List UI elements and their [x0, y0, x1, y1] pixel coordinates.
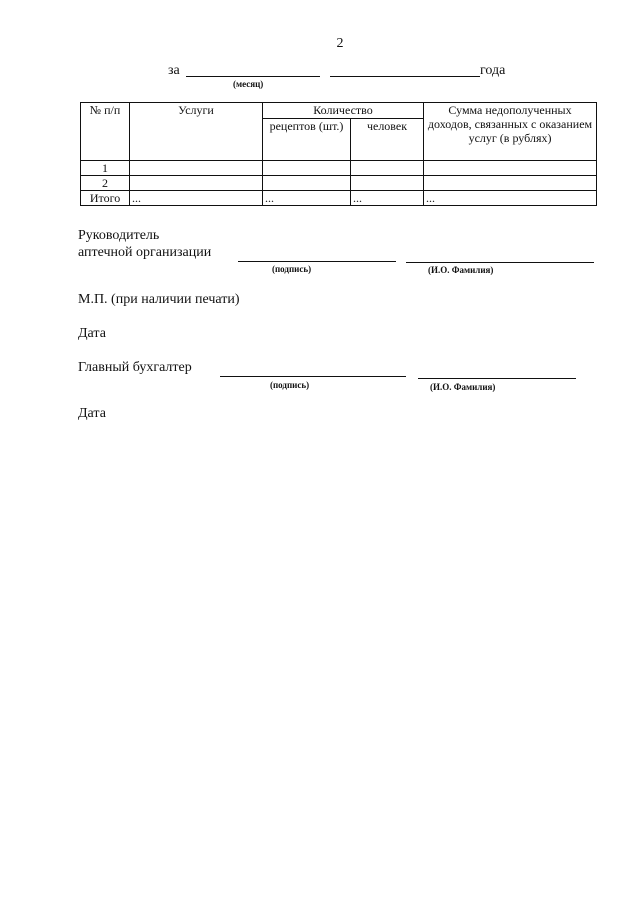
header-num: № п/п [81, 103, 130, 161]
head-signature-caption: (подпись) [272, 264, 312, 274]
header-sum: Сумма недополученных доходов, связанных с оказанием услуг (в рублях) [424, 103, 597, 161]
row-prescriptions [263, 161, 351, 176]
chief-accountant-label: Главный бухгалтер [78, 360, 192, 375]
header-quantity: Количество [263, 103, 424, 119]
row-num: 1 [81, 161, 130, 176]
month-caption: (месяц) [233, 79, 264, 89]
table-row [81, 176, 597, 191]
head-name-caption: (И.О. Фамилия) [428, 265, 494, 275]
total-services: ... [130, 191, 263, 206]
row-num: 2 [81, 176, 130, 191]
period-line [0, 60, 640, 100]
row-people [351, 176, 424, 191]
period-prefix: за [168, 63, 180, 78]
total-label: Итого [81, 191, 130, 206]
accountant-signature-line [220, 376, 406, 377]
total-sum: ... [424, 191, 597, 206]
period-suffix: года [480, 63, 506, 78]
total-people: ... [351, 191, 424, 206]
stamp-label: М.П. (при наличии печати) [78, 292, 240, 307]
total-prescriptions: ... [263, 191, 351, 206]
accountant-name-line [418, 378, 576, 379]
row-people [351, 161, 424, 176]
year-blank-line [330, 76, 480, 77]
date-label-1: Дата [78, 326, 106, 341]
header-services: Услуги [130, 103, 263, 161]
services-table [80, 102, 597, 206]
date-label-2: Дата [78, 406, 106, 421]
header-prescriptions: рецептов (шт.) [263, 119, 351, 161]
table-row [81, 161, 597, 176]
row-services [130, 176, 263, 191]
accountant-signature-caption: (подпись) [270, 380, 310, 390]
row-services [130, 161, 263, 176]
row-sum [424, 161, 597, 176]
head-label-line2: аптечной организации [78, 245, 212, 260]
row-prescriptions [263, 176, 351, 191]
head-label-line1: Руководитель [78, 228, 160, 243]
month-blank-line [186, 76, 320, 77]
accountant-name-caption: (И.О. Фамилия) [430, 382, 496, 392]
head-signature-line [238, 261, 396, 262]
head-name-line [406, 262, 594, 263]
table-total-row [81, 191, 597, 206]
page-number: 2 [336, 36, 344, 51]
header-people: человек [351, 119, 424, 161]
row-sum [424, 176, 597, 191]
